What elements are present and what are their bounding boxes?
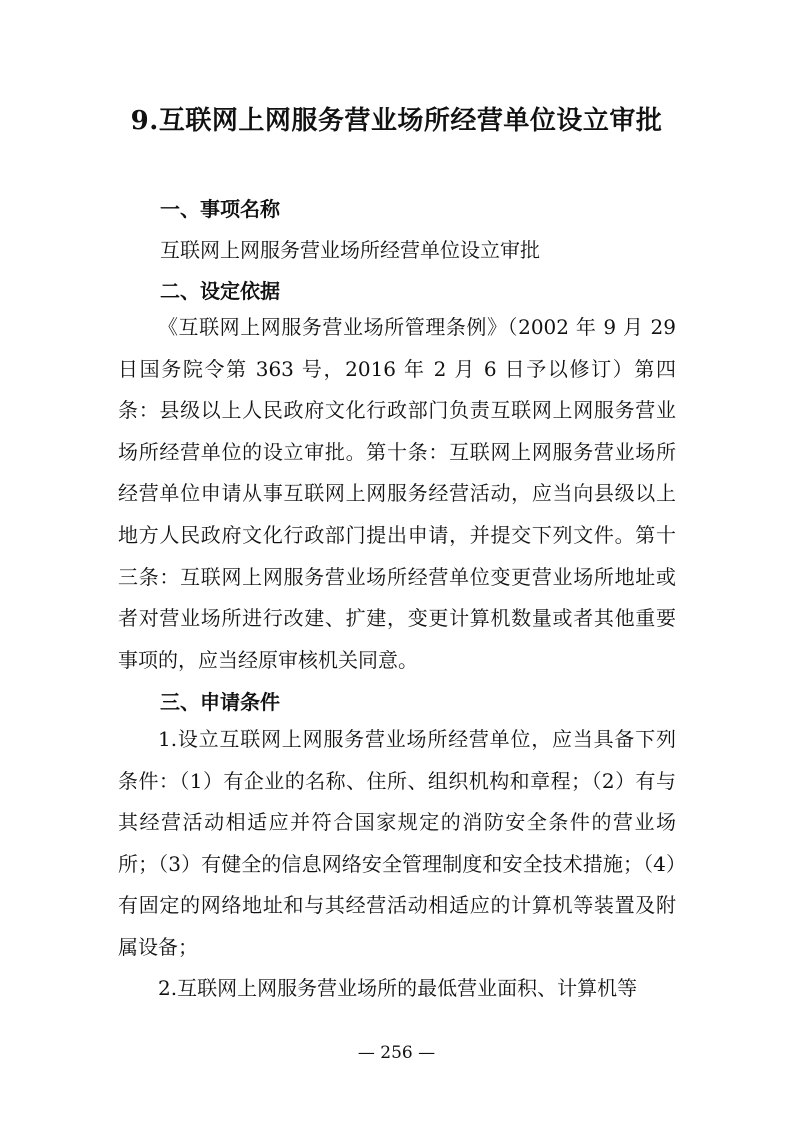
section-heading-conditions: 三、申请条件 <box>160 690 280 714</box>
section-heading-item-name: 一、事项名称 <box>160 197 280 221</box>
legal-basis-paragraph: 《互联网上网服务营业场所管理条例》（2002 年 9 月 29 日国务院令第 363 号，2016 年 2 月 6 日予以修订）第四条：县级以上人民政府文化行政部门负责互联网上网服务营业场所经营单位的设立审批。第十条：互联网上网服务营业场所经营单位申请从事互联网上网服务经营活动，应当向县级以上地方人民政府文化行政部门提出申请，并提交下列文件。第十三条：互联网上网服务营业场所经营单位变更营业场所地址或者对营业场所进行改建、扩建，变更计算机数量或者其他重要事项的，应当经原审核机关同意。 <box>118 315 676 672</box>
section-heading-legal-basis: 二、设定依据 <box>160 279 280 303</box>
page-number: — 256 — <box>357 1043 436 1063</box>
condition-item-2: 2.互联网上网服务营业场所的最低营业面积、计算机等 <box>158 976 638 1000</box>
document-title: 9.互联网上网服务营业场所经营单位设立审批 <box>130 106 663 136</box>
item-name-text: 互联网上网服务营业场所经营单位设立审批 <box>160 238 540 262</box>
condition-item-1: 1.设立互联网上网服务营业场所经营单位，应当具备下列条件：（1）有企业的名称、住所、组织机构和章程；（2）有与其经营活动相适应并符合国家规定的消防安全条件的营业场所；（3）有健全的信息网络安全管理制度和安全技术措施；（4）有固定的网络地址和与其经营活动相适应的计算机等装置及附属设备； <box>118 727 676 959</box>
